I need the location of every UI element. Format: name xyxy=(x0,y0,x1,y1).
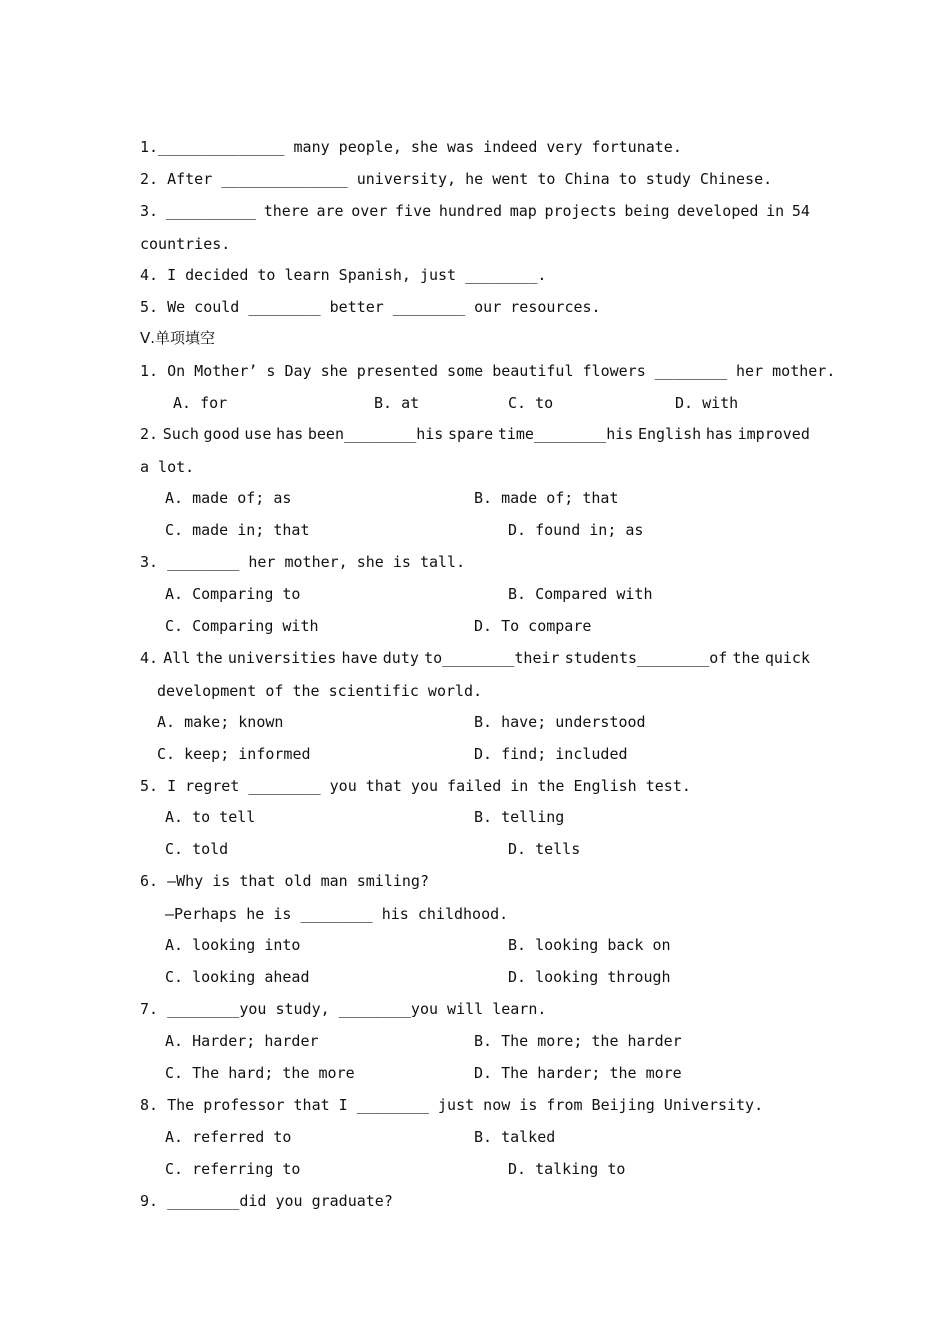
mc-question-7-option-c: C. The hard; the more xyxy=(165,1064,355,1082)
fill-question-2: 2. After ______________ university, he went to China to study Chinese. xyxy=(140,170,773,188)
mc-question-2-option-b: B. made of; that xyxy=(474,489,619,507)
fill-question-4: 4. I decided to learn Spanish, just ________. xyxy=(140,266,547,284)
mc-question-4-option-c: C. keep; informed xyxy=(157,745,311,763)
mc-question-1-option-d: D. with xyxy=(675,394,739,412)
mc-question-8-option-b: B. talked xyxy=(474,1128,556,1146)
mc-question-6-option-b: B. looking back on xyxy=(508,936,671,954)
mc-question-4-option-a: A. make; known xyxy=(157,713,284,731)
mc-question-3-option-d: D. To compare xyxy=(474,617,592,635)
mc-question-7-stem: 7. ________you study, ________you will learn. xyxy=(140,1000,547,1018)
mc-question-6-option-d: D. looking through xyxy=(508,968,671,986)
mc-question-5-option-d: D. tells xyxy=(508,840,581,858)
mc-question-5-option-b: B. telling xyxy=(474,808,565,826)
mc-question-4-stem-continued: development of the scientific world. xyxy=(157,682,483,700)
fill-question-1: 1.______________ many people, she was indeed very fortunate. xyxy=(140,138,682,156)
mc-question-3-option-a: A. Comparing to xyxy=(165,585,301,603)
mc-question-2-option-c: C. made in; that xyxy=(165,521,310,539)
mc-question-9-stem: 9. ________did you graduate? xyxy=(140,1192,393,1210)
mc-question-8-option-d: D. talking to xyxy=(508,1160,626,1178)
mc-question-6-option-c: C. looking ahead xyxy=(165,968,310,986)
mc-question-7-option-d: D. The harder; the more xyxy=(474,1064,682,1082)
mc-question-5-stem: 5. I regret ________ you that you failed in the English test. xyxy=(140,777,691,795)
mc-question-7-option-b: B. The more; the harder xyxy=(474,1032,682,1050)
mc-question-4-option-b: B. have; understood xyxy=(474,713,646,731)
mc-question-3-option-b: B. Compared with xyxy=(508,585,653,603)
mc-question-1-option-b: B. at xyxy=(374,394,420,412)
mc-question-2-stem: 2. Such good use has been________his spare time________his English has improved xyxy=(140,425,810,443)
mc-question-6-option-a: A. looking into xyxy=(165,936,301,954)
fill-question-3: 3. __________ there are over five hundred map projects being developed in 54 xyxy=(140,202,810,220)
mc-question-8-stem: 8. The professor that I ________ just now is from Beijing University. xyxy=(140,1096,764,1114)
mc-question-8-option-a: A. referred to xyxy=(165,1128,292,1146)
mc-question-7-option-a: A. Harder; harder xyxy=(165,1032,319,1050)
mc-question-1-option-c: C. to xyxy=(508,394,554,412)
mc-question-4-option-d: D. find; included xyxy=(474,745,628,763)
mc-question-6-stem-reply: —Perhaps he is ________ his childhood. xyxy=(165,905,509,923)
mc-question-1-option-a: A. for xyxy=(173,394,228,412)
fill-question-3-continued: countries. xyxy=(140,235,231,253)
mc-question-8-option-c: C. referring to xyxy=(165,1160,301,1178)
mc-question-2-stem-continued: a lot. xyxy=(140,458,195,476)
mc-question-3-stem: 3. ________ her mother, she is tall. xyxy=(140,553,466,571)
mc-question-3-option-c: C. Comparing with xyxy=(165,617,319,635)
mc-question-2-option-d: D. found in; as xyxy=(508,521,644,539)
mc-question-1-stem: 1. On Mother’ s Day she presented some beautiful flowers ________ her mother. xyxy=(140,362,836,380)
mc-question-5-option-c: C. told xyxy=(165,840,229,858)
mc-question-4-stem: 4. All the universities have duty to________their students________of the quick xyxy=(140,649,810,667)
mc-question-6-stem: 6. —Why is that old man smiling? xyxy=(140,872,429,890)
mc-question-5-option-a: A. to tell xyxy=(165,808,256,826)
section-title: Ⅴ.单项填空 xyxy=(140,329,216,347)
fill-question-5: 5. We could ________ better ________ our resources. xyxy=(140,298,601,316)
mc-question-2-option-a: A. made of; as xyxy=(165,489,292,507)
